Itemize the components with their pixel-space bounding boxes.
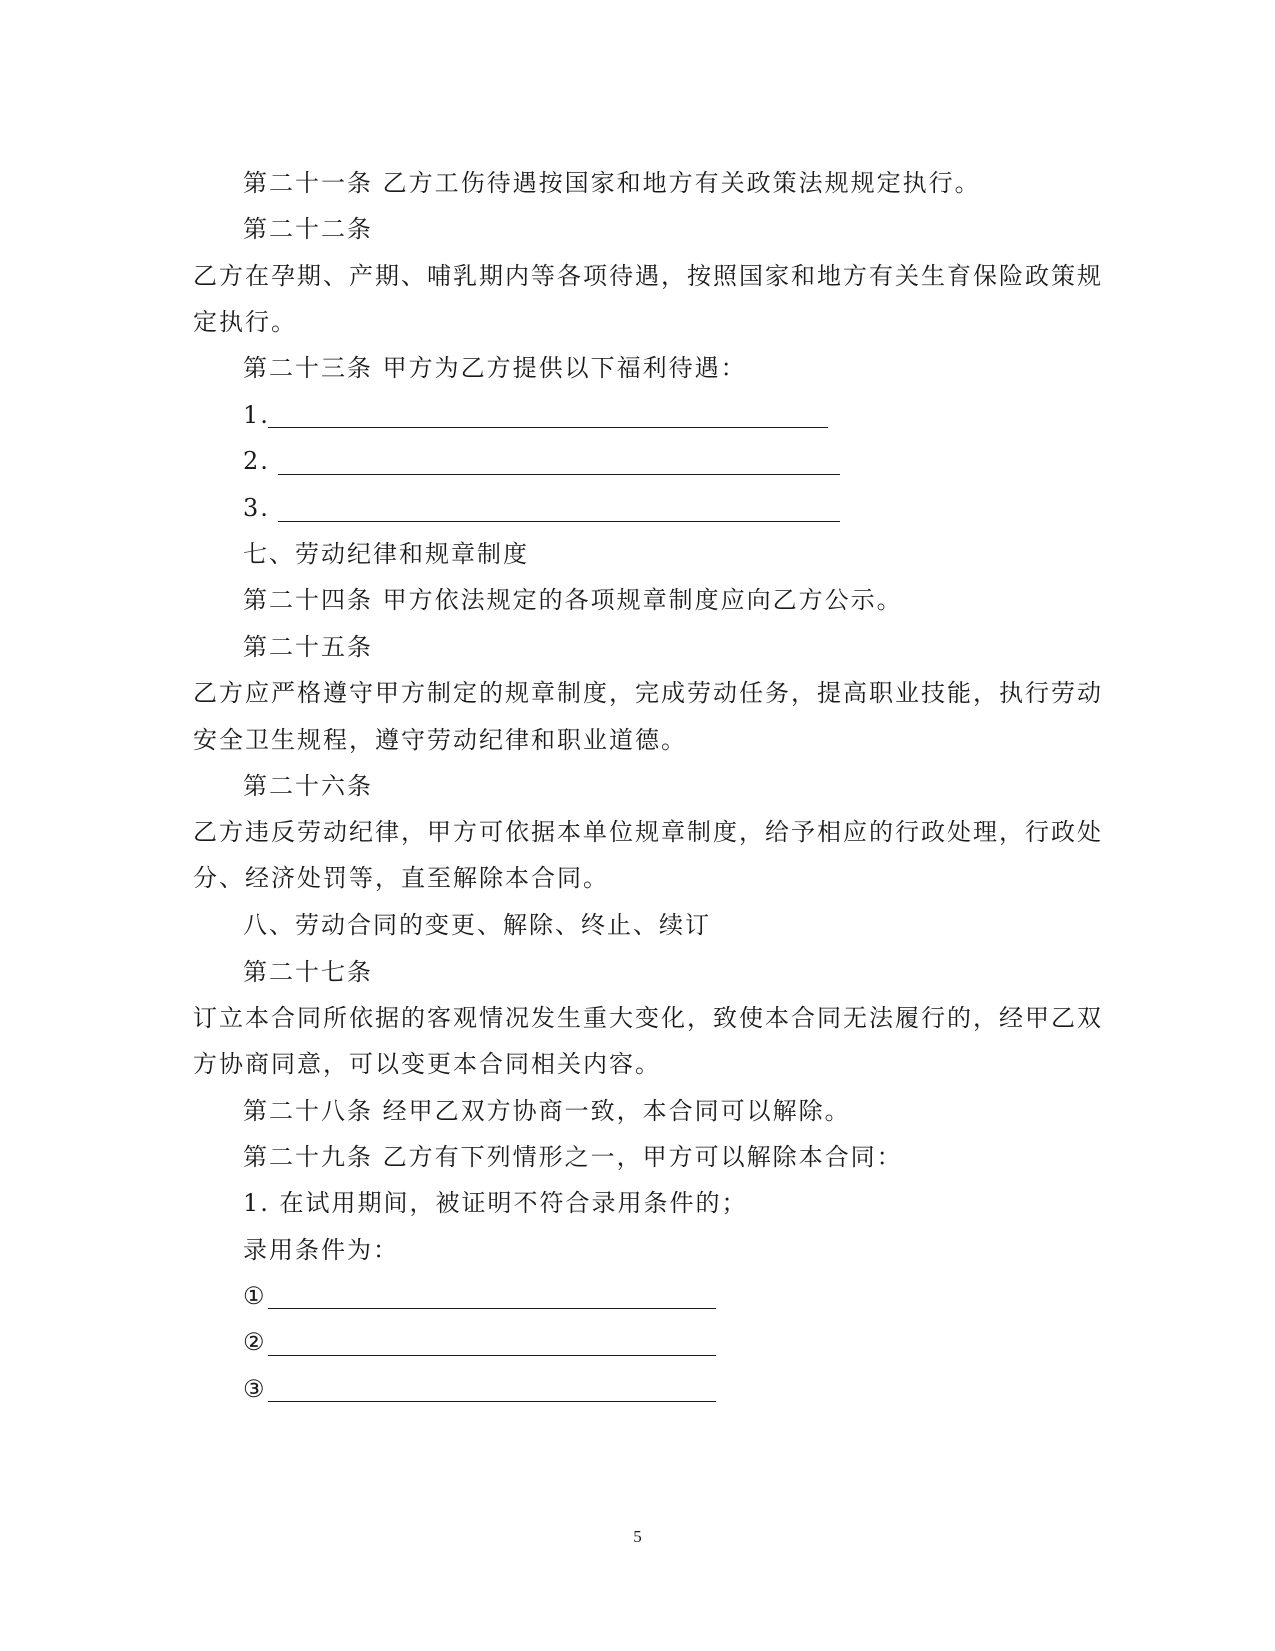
hiring-condition-3-label: ③ [243,1375,265,1403]
section-8-heading: 八、劳动合同的变更、解除、终止、续订 [243,911,711,939]
article-25-text-line-2: 安全卫生规程，遵守劳动纪律和职业道德。 [193,726,687,754]
article-27-text-line-1: 订立本合同所依据的客观情况发生重大变化，致使本合同无法履行的，经甲乙双 [193,1004,1103,1032]
article-22-text-line-2: 定执行。 [193,308,297,336]
hiring-condition-2-label: ② [243,1328,265,1356]
welfare-item-3-blank [278,521,840,522]
welfare-item-1-blank [268,427,828,428]
article-25-text-line-1: 乙方应严格遵守甲方制定的规章制度，完成劳动任务，提高职业技能，执行劳动 [193,679,1103,707]
article-26-text-line-1: 乙方违反劳动纪律，甲方可依据本单位规章制度，给予相应的行政处理，行政处 [193,818,1103,846]
welfare-item-1-label: 1. [243,401,270,429]
article-26-heading: 第二十六条 [243,772,373,800]
article-22-text-line-1: 乙方在孕期、产期、哺乳期内等各项待遇，按照国家和地方有关生育保险政策规 [193,262,1103,290]
hiring-condition-1-label: ① [243,1282,265,1310]
article-26-text-line-2: 分、经济处罚等，直至解除本合同。 [193,864,609,892]
hiring-condition-3-blank [268,1401,716,1402]
welfare-item-3-label: 3. [243,494,270,522]
article-25-heading: 第二十五条 [243,633,373,661]
hiring-conditions-label: 录用条件为： [243,1236,399,1264]
section-7-heading: 七、劳动纪律和规章制度 [243,540,529,568]
article-22-heading: 第二十二条 [243,215,373,243]
article-21: 第二十一条 乙方工伤待遇按国家和地方有关政策法规规定执行。 [243,169,981,197]
hiring-condition-2-blank [268,1355,716,1356]
hiring-condition-1-blank [268,1308,716,1309]
article-29: 第二十九条 乙方有下列情形之一，甲方可以解除本合同： [243,1143,903,1171]
article-27-text-line-2: 方协商同意，可以变更本合同相关内容。 [193,1050,661,1078]
article-23: 第二十三条 甲方为乙方提供以下福利待遇： [243,354,747,382]
article-27-heading: 第二十七条 [243,958,373,986]
article-24: 第二十四条 甲方依法规定的各项规章制度应向乙方公示。 [243,586,903,614]
article-29-item-1: 1. 在试用期间，被证明不符合录用条件的； [243,1189,748,1217]
page-number: 5 [633,1527,642,1546]
welfare-item-2-blank [278,474,840,475]
article-28: 第二十八条 经甲乙双方协商一致，本合同可以解除。 [243,1097,851,1125]
welfare-item-2-label: 2. [243,447,270,475]
